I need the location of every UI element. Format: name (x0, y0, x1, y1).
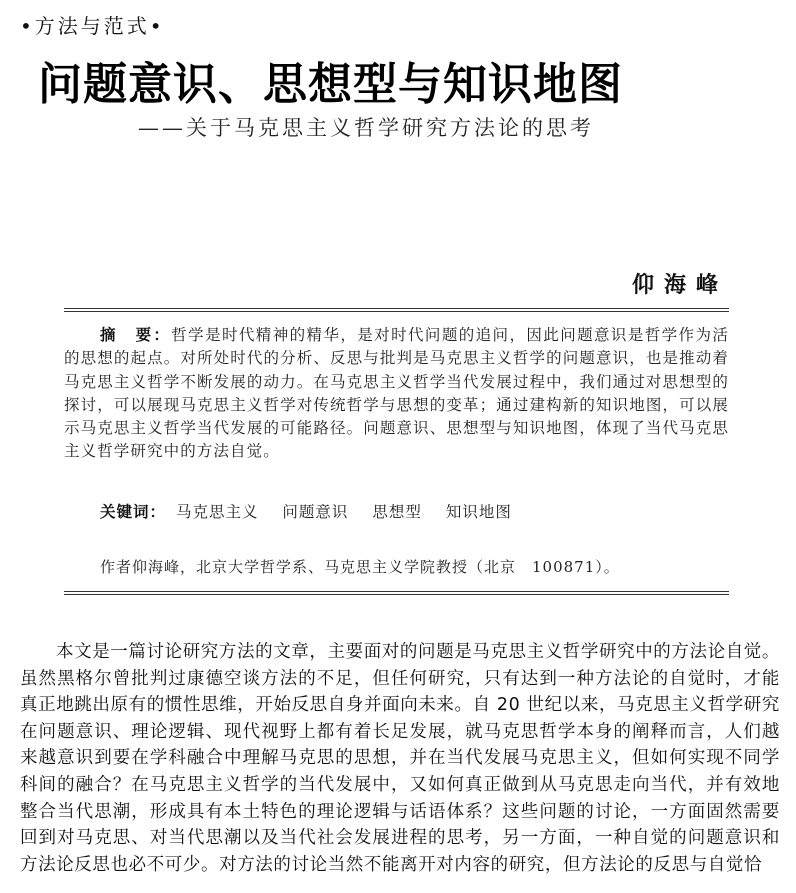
keyword-item: 知识地图 (445, 503, 512, 521)
keyword-item: 马克思主义 (175, 503, 259, 521)
abstract (64, 324, 729, 464)
body-paragraph: 本文是一篇讨论研究方法的文章，主要面对的问题是马克思主义哲学研究中的方法论自觉。虽然黑格尔曾批判过康德空谈方法的不足，但任何研究，只有达到一种方法论的自觉时，才能真正地跳出原有的惯性思维，开始反思自身并面向未来。自 20 世纪以来，马克思主义哲学研究在问题意识、理论逻辑、现代视野上都有着长足发展，就马克思哲学本身的阐释而言，人们越来越意识到要在学科融合中理解马克思的思想，并在当代发展马克思主义，但如何实现不同学科间的融合？在马克思主义哲学的当代发展中，又如何真正做到从马克思走向当代，并有效地整合当代思潮，形成具有本土特色的理论逻辑与话语体系？这些问题的讨论，一方面固然需要回到对马克思、对当代思潮以及当代社会发展进程的思考，另一方面，一种自觉的问题意识和方法论反思也必不可少。对方法的讨论当然不能离开对内容的研究，但方法论的反思与自觉恰 (20, 642, 780, 875)
author-name: 仰海峰 (631, 272, 728, 298)
author-info: 作者仰海峰，北京大学哲学系、马克思主义学院教授（北京 100871）。 (100, 558, 620, 576)
section-tag: •方法与范式• (20, 14, 165, 38)
abstract-text: 哲学是时代精神的精华，是对时代问题的追问，因此问题意识是哲学作为活的思想的起点。对所处时代的分析、反思与批判是马克思主义哲学的问题意识，也是推动着马克思主义哲学不断发展的动力。在马克思主义哲学当代发展过程中，我们通过对思想型的探讨，可以展现马克思主义哲学对传统哲学与思想的变革；通过建构新的知识地图，可以展示马克思主义哲学当代发展的可能路径。问题意识、思想型与知识地图，体现了当代马克思主义哲学研究中的方法自觉。 (64, 326, 729, 461)
top-divider (64, 308, 729, 312)
subtitle: ——关于马克思主义哲学研究方法论的思考 (138, 116, 594, 140)
keyword-item: 思想型 (372, 503, 422, 521)
bottom-divider (64, 591, 729, 595)
keywords-label: 关键词： (100, 503, 167, 521)
page-title: 问题意识、思想型与知识地图 (38, 59, 623, 110)
keyword-item: 问题意识 (282, 503, 349, 521)
abstract-label: 摘 要： (100, 326, 172, 344)
body-text (20, 639, 780, 878)
keywords (100, 500, 530, 522)
